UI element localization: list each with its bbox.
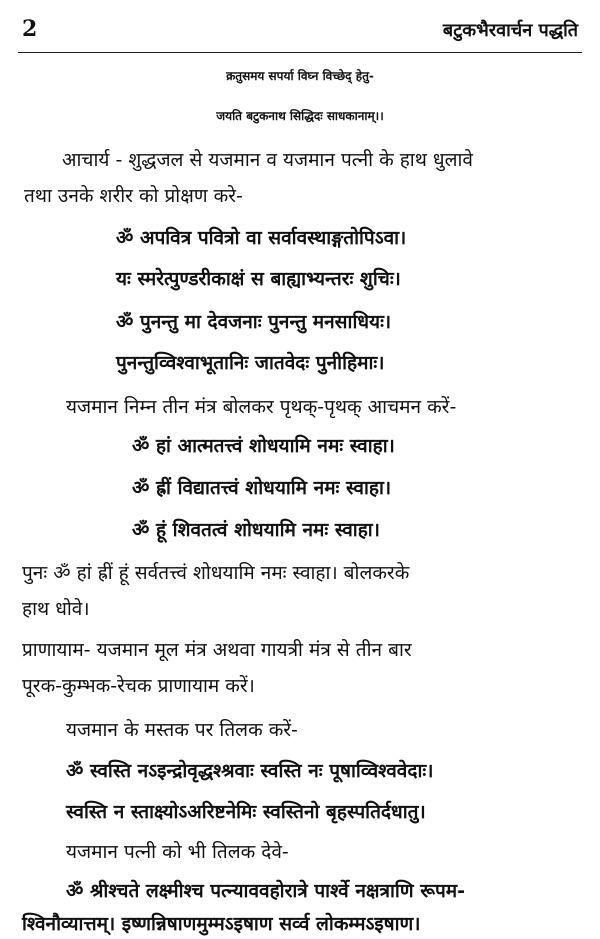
mantra-line: ॐ पुनन्तु मा देवजनाः पुनन्तु मनसाधियः। <box>116 311 392 333</box>
mantra-line: स्वस्ति न स्ताक्ष्योऽअरिष्टनेमिः स्वस्तिनो बृहस्पतिर्दधातु। <box>66 801 426 823</box>
verse-line: क्रतुसमय सपर्या विघ्न विच्छेद् हेतु- <box>226 69 374 83</box>
paragraph-line: हाथ धोवे। <box>22 598 90 620</box>
paragraph-line: यजमान निम्न तीन मंत्र बोलकर पृथक्-पृथक् आचमन करें- <box>66 396 457 418</box>
page-header <box>0 12 600 48</box>
paragraph-line: प्राणायाम- यजमान मूल मंत्र अथवा गायत्री मंत्र से तीन बार <box>22 639 412 661</box>
mantra-line: ॐ स्वस्ति नऽइन्द्रोवृद्धश्श्रवाः स्वस्ति नः पूषाव्विश्ववेदाः। <box>66 760 434 782</box>
mantra-line: ॐ हूं शिवतत्वं शोधयामि नमः स्वाहा। <box>132 519 380 541</box>
header-rule <box>18 52 582 53</box>
mantra-line: ॐ अपवित्र पवित्रो वा सर्वावस्थाङ्गतोपिऽवा। <box>116 227 407 249</box>
paragraph-line: यजमान के मस्तक पर तिलक करें- <box>66 719 298 741</box>
mantra-line: पुनन्तुव्विश्वाभूतानिः जातवेदः पुनीहिमाः। <box>116 352 385 374</box>
paragraph-line: यजमान पत्नी को भी तिलक देवे- <box>66 841 289 863</box>
mantra-line: ॐ श्रीश्चते लक्ष्मीश्च पत्न्याववहोरात्रे पार्श्वे नक्षत्राणि रूपम- <box>66 880 465 902</box>
verse-line: जयति बटुकनाथ सिद्धिदः साधकानाम्।। <box>216 109 384 123</box>
paragraph-line: पूरक-कुम्भक-रेचक प्राणायाम करें। <box>22 675 255 697</box>
paragraph-line: तथा उनके शरीर को प्रोक्षण करे- <box>24 185 243 207</box>
paragraph-line: पुनः ॐ हां ह्रीं हूं सर्वतत्त्वं शोधयामि नमः स्वाहा। बोलकरके <box>22 562 410 584</box>
page-number: 2 <box>22 16 38 42</box>
mantra-line: ॐ हां आत्मतत्त्वं शोधयामि नमः स्वाहा। <box>132 435 395 457</box>
mantra-line: श्विनौव्यात्तम्। इष्णन्निषाणमुम्मऽइषाण सर्व्व लोकम्मऽइषाण। <box>22 913 421 935</box>
paragraph-line: आचार्य - शुद्धजल से यजमान व यजमान पत्नी के हाथ धुलावे <box>62 149 473 171</box>
mantra-line: ॐ ह्रीं विद्यातत्त्वं शोधयामि नमः स्वाहा। <box>132 477 392 499</box>
mantra-line: यः स्मरेत्पुण्डरीकाक्षं स बाह्याभ्यन्तरः शुचिः। <box>116 268 401 290</box>
running-title: बटुकभैरवार्चन पद्धति <box>442 20 578 41</box>
